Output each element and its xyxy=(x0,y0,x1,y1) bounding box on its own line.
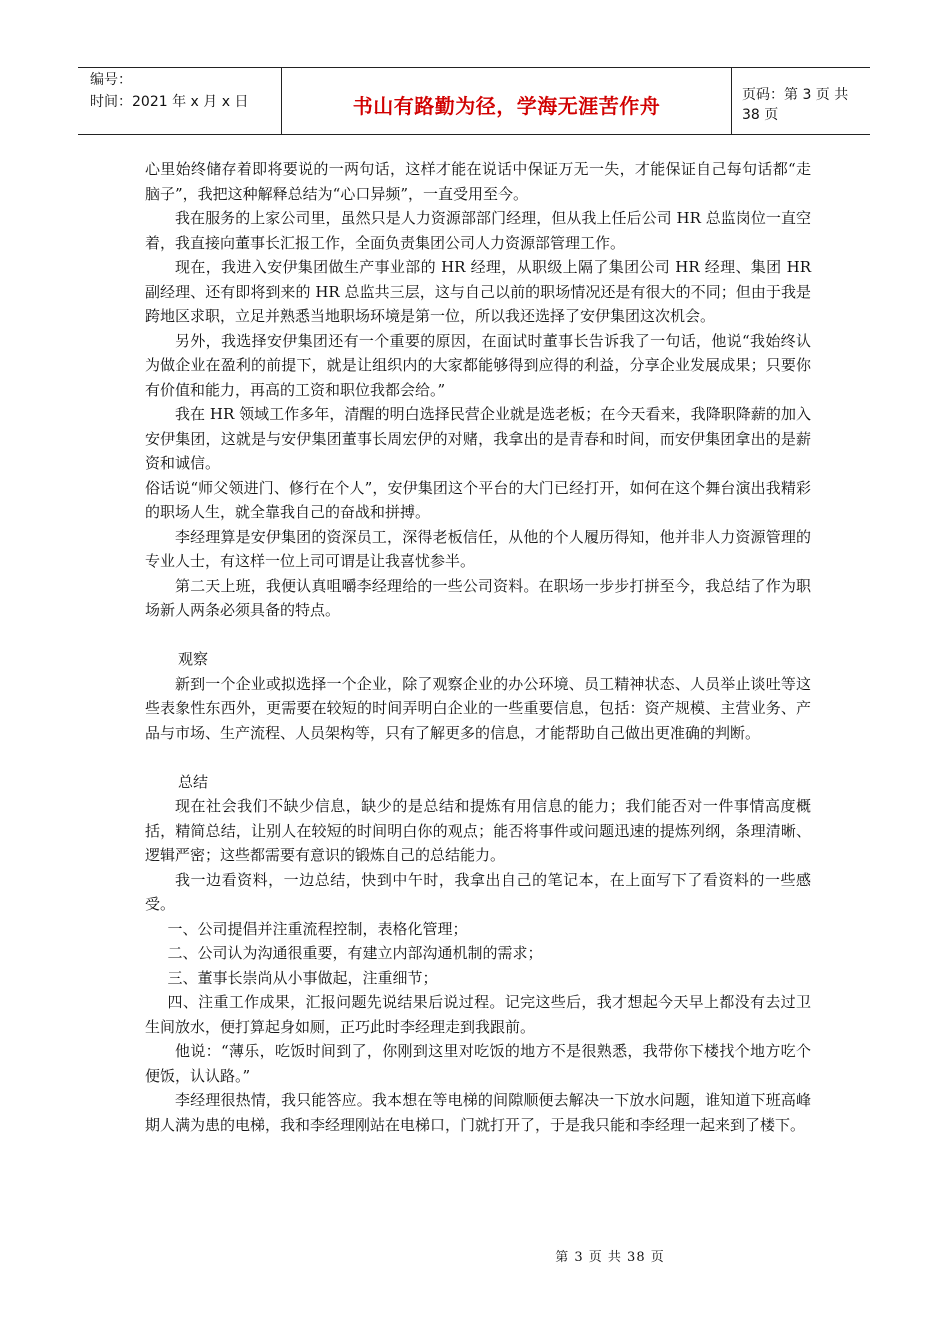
paragraph: 现在，我进入安伊集团做生产事业部的 HR 经理，从职级上隔了集团公司 HR 经理、集团 HR 副经理、还有即将到来的 HR 总监共三层，这与自己以前的职场情况还是有很大的不同；但由于我是跨地区求职，立足并熟悉当地职场环境是第一位，所以我还选择了安伊集团这次机会。 xyxy=(145,258,811,325)
paragraph: 现在社会我们不缺少信息，缺少的是总结和提炼有用信息的能力；我们能否对一件事情高度概括，精简总结，让别人在较短的时间明白你的观点；能否将事件或问题迅速的提炼列纲，条理清晰、逻辑严密；这些都需要有意识的锻炼自己的总结能力。 xyxy=(145,797,811,864)
paragraph: 他说：“薄乐，吃饭时间到了，你刚到这里对吃饭的地方不是很熟悉，我带你下楼找个地方吃个便饭，认认路。” xyxy=(145,1042,811,1085)
document-date-label: 时间：2021 年 x 月 x 日 xyxy=(90,94,249,110)
paragraph: 我一边看资料，一边总结，快到中午时，我拿出自己的笔记本，在上面写下了看资料的一些感受。 xyxy=(145,870,811,913)
header-motto: 书山有路勤为径，学海无涯苦作舟 xyxy=(282,68,732,134)
paragraph: 心里始终储存着即将要说的一两句话，这样才能在说话中保证万无一失，才能保证自己每句话都“走脑子”，我把这种解释总结为“心口异频”，一直受用至今。 xyxy=(145,160,811,203)
header-page-number: 页码：第 3 页 共 38 页 xyxy=(742,87,849,123)
spacer xyxy=(145,623,811,648)
header-meta xyxy=(78,68,282,134)
paragraph: 俗话说“师父领进门、修行在个人”，安伊集团这个平台的大门已经打开，如何在这个舞台演出我精彩的职场人生，就全靠我自己的奋战和拼搏。 xyxy=(145,478,811,521)
paragraph: 第二天上班，我便认真咀嚼李经理给的一些公司资料。在职场一步步打拼至今，我总结了作为职场新人两条必须具备的特点。 xyxy=(145,576,811,619)
page-footer: 第 3 页 共 38 页 xyxy=(555,1250,665,1265)
paragraph: 李经理很热情，我只能答应。我本想在等电梯的间隙顺便去解决一下放水问题，谁知道下班高峰期人满为患的电梯，我和李经理刚站在电梯口，门就打开了，于是我只能和李经理一起来到了楼下。 xyxy=(145,1091,811,1134)
paragraph: 我在 HR 领域工作多年，清醒的明白选择民营企业就是选老板；在今天看来，我降职降薪的加入安伊集团，这就是与安伊集团董事长周宏伊的对赌，我拿出的是青春和时间，而安伊集团拿出的是薪资和诚信。 xyxy=(145,405,811,472)
document-body xyxy=(145,157,811,1137)
paragraph: 另外，我选择安伊集团还有一个重要的原因，在面试时董事长告诉我了一句话，他说“我始终认为做企业在盈利的前提下，就是让组织内的大家都能够得到应得的利益，分享企业发展成果；只要你有价值和能力，再高的工资和职位我都会给。” xyxy=(145,331,811,399)
page-header xyxy=(78,67,870,135)
section-heading-summary: 总结 xyxy=(178,772,209,791)
section-heading-observe: 观察 xyxy=(178,650,209,668)
document-number-label: 编号： xyxy=(90,72,132,88)
paragraph: 新到一个企业或拟选择一个企业，除了观察企业的办公环境、员工精神状态、人员举止谈吐等这些表象性东西外，更需要在较短的时间弄明白企业的一些重要信息，包括：资产规模、主营业务、产品与市场、生产流程、人员架构等，只有了解更多的信息，才能帮助自己做出更准确的判断。 xyxy=(145,674,811,742)
list-item: 一、公司提倡并注重流程控制，表格化管理； xyxy=(167,919,468,938)
spacer xyxy=(145,745,811,770)
list-item: 四、注重工作成果，汇报问题先说结果后说过程。记完这些后，我才想起今天早上都没有去过卫生间放水，便打算起身如厕，正巧此时李经理走到我跟前。 xyxy=(145,993,811,1036)
list-item: 二、公司认为沟通很重要，有建立内部沟通机制的需求； xyxy=(167,944,543,962)
paragraph: 李经理算是安伊集团的资深员工，深得老板信任，从他的个人履历得知，他并非人力资源管理的专业人士，有这样一位上司可谓是让我喜忧参半。 xyxy=(145,527,811,570)
list-item: 三、董事长崇尚从小事做起，注重细节； xyxy=(167,968,438,987)
paragraph: 我在服务的上家公司里，虽然只是人力资源部部门经理，但从我上任后公司 HR 总监岗位一直空着，我直接向董事长汇报工作，全面负责集团公司人力资源部管理工作。 xyxy=(145,209,811,252)
